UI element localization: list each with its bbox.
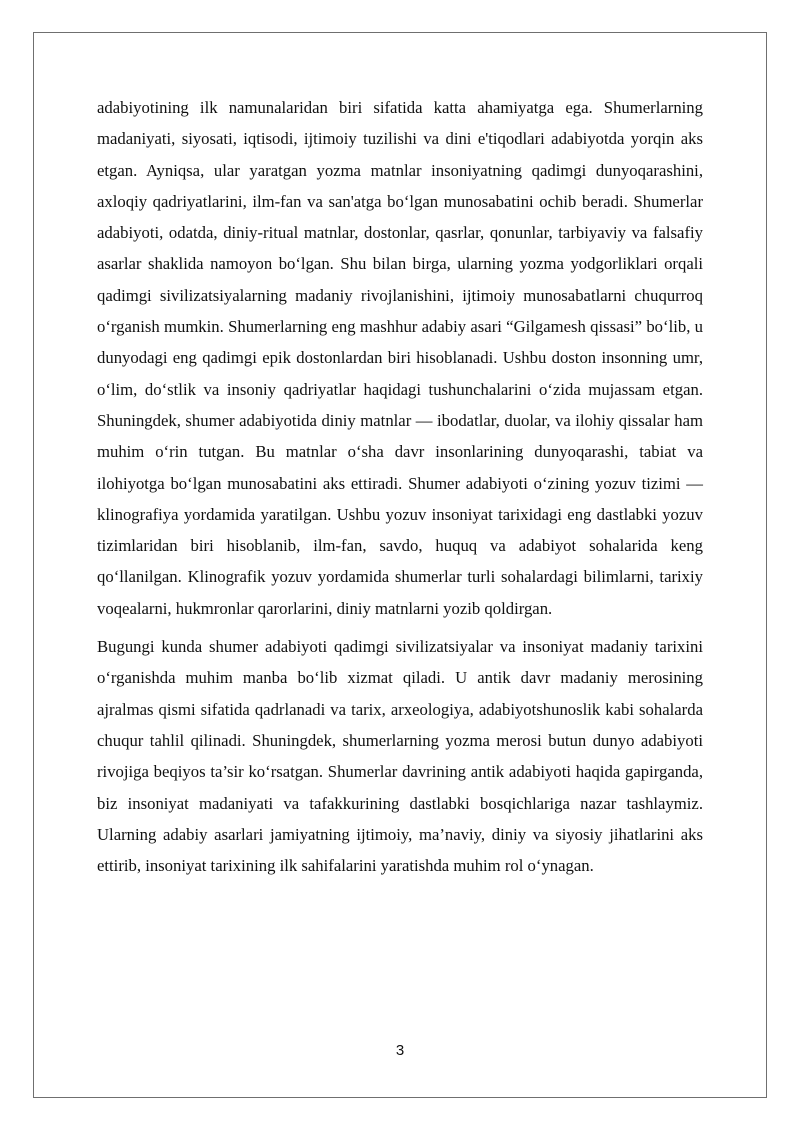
paragraph-1: adabiyotining ilk namunalaridan biri sifatida katta ahamiyatga ega. Shumerlarning madaniyati, siyosati, iqtisodi, ijtimoiy tuzilishi va dini e'tiqodlari adabiyotda yorqin aks etgan. Ayniqsa, ular yaratgan yozma matnlar insoniyatning qadimgi dunyoqarashini, axloqiy qadriyatlarini, ilm-fan va san'atga bo‘lgan munosabatini ochib beradi. Shumerlar adabiyoti, odatda, diniy-ritual matnlar, dostonlar, qasrlar, qonunlar, tarbiyaviy va falsafiy asarlar shaklida namoyon bo‘lgan. Shu bilan birga, ularning yozma yodgorliklari orqali qadimgi sivilizatsiyalarning madaniy rivojlanishini, ijtimoiy munosabatlarni chuqurroq o‘rganish mumkin. Shumerlarning eng mashhur adabiy asari “Gilgamesh qissasi” bo‘lib, u dunyodagi eng qadimgi epik dostonlardan biri hisoblanadi. Ushbu doston insonning umr, o‘lim, do‘stlik va insoniy qadriyatlar haqidagi tushunchalarini o‘zida mujassam etgan. Shuningdek, shumer adabiyotida diniy matnlar — ibodatlar, duolar, va ilohiy qissalar ham muhim o‘rin tutgan. Bu matnlar o‘sha davr insonlarining dunyoqarashi, tabiat va ilohiyotga bo‘lgan munosabatini aks ettiradi. Shumer adabiyoti o‘zining yozuv tizimi — klinografiya yordamida yaratilgan. Ushbu yozuv insoniyat tarixidagi eng dastlabki yozuv tizimlaridan biri hisoblanib, ilm-fan, savdo, huquq va adabiyot sohalarida keng qo‘llanilgan. Klinografik yozuv yordamida shumerlar turli sohalardagi bilimlarni, tarixiy voqealarni, hukmronlar qarorlarini, diniy matnlarni yozib qoldirgan. [97,98,703,618]
page-number: 3 [395,1042,405,1059]
document-body [97,92,703,881]
paragraph-2: Bugungi kunda shumer adabiyoti qadimgi sivilizatsiyalar va insoniyat madaniy tarixini o‘rganishda muhim manba bo‘lib xizmat qiladi. U antik davr madaniy merosining ajralmas qismi sifatida qadrlanadi va tarix, arxeologiya, adabiyotshunoslik kabi sohalarda chuqur tahlil qilinadi. Shuningdek, shumerlarning yozma merosi butun dunyo adabiyoti rivojiga beqiyos ta’sir ko‘rsatgan. Shumerlar davrining antik adabiyoti haqida gapirganda, biz insoniyat madaniyati va tafakkurining dastlabki bosqichlariga nazar tashlaymiz. Ularning adabiy asarlari jamiyatning ijtimoiy, ma’naviy, diniy va siyosiy jihatlarini aks ettirib, insoniyat tarixining ilk sahifalarini yaratishda muhim rol o‘ynagan. [97,637,703,876]
